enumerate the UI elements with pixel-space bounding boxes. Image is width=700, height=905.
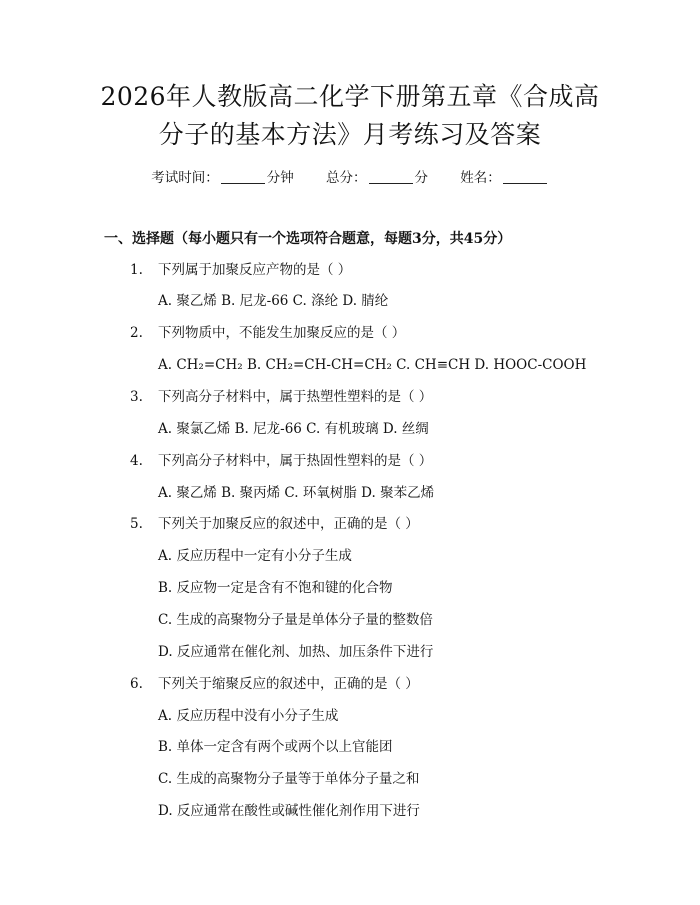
question-6-option-b: B. 单体一定含有两个或两个以上官能团 bbox=[158, 739, 393, 755]
exam-time-label: 考试时间： bbox=[151, 170, 219, 186]
question-number: 1. bbox=[130, 262, 143, 278]
question-5 bbox=[130, 514, 419, 534]
total-score-label: 总分： bbox=[326, 170, 367, 186]
question-stem: 下列物质中，不能发生加聚反应的是（ ） bbox=[158, 325, 406, 341]
question-2 bbox=[130, 323, 405, 343]
question-stem: 下列关于缩聚反应的叙述中，正确的是（ ） bbox=[158, 676, 419, 692]
student-name-blank bbox=[503, 169, 547, 184]
question-6-option-a: A. 反应历程中没有小分子生成 bbox=[158, 708, 339, 724]
question-4-options: A. 聚乙烯 B. 聚丙烯 C. 环氧树脂 D. 聚苯乙烯 bbox=[158, 485, 435, 501]
question-3 bbox=[130, 387, 432, 407]
title-line-1: 2026年人教版高二化学下册第五章《合成高 bbox=[100, 82, 600, 111]
question-1 bbox=[130, 260, 351, 280]
question-number: 4. bbox=[130, 453, 143, 469]
question-stem: 下列属于加聚反应产物的是（ ） bbox=[158, 262, 352, 278]
question-number: 5. bbox=[130, 516, 143, 532]
question-4 bbox=[130, 451, 432, 471]
question-2-options: A. CH₂=CH₂ B. CH₂=CH-CH=CH₂ C. CH≡CH D. HOOC-COOH bbox=[158, 357, 587, 373]
exam-time-unit: 分钟 bbox=[266, 170, 294, 186]
question-5-option-b: B. 反应物一定是含有不饱和键的化合物 bbox=[158, 580, 393, 596]
question-number: 3. bbox=[130, 389, 143, 405]
document-title bbox=[40, 78, 660, 154]
question-number: 2. bbox=[130, 325, 143, 341]
question-6-option-c: C. 生成的高聚物分子量等于单体分子量之和 bbox=[158, 771, 420, 787]
title-line-2: 分子的基本方法》月考练习及答案 bbox=[158, 120, 542, 149]
question-stem: 下列高分子材料中，属于热塑性塑料的是（ ） bbox=[158, 389, 433, 405]
total-score-blank bbox=[369, 169, 413, 184]
question-5-option-a: A. 反应历程中一定有小分子生成 bbox=[158, 548, 352, 564]
question-6 bbox=[130, 674, 419, 694]
student-name-field bbox=[460, 168, 549, 188]
question-1-options: A. 聚乙烯 B. 尼龙-66 C. 涤纶 D. 腈纶 bbox=[158, 293, 389, 309]
question-number: 6. bbox=[130, 676, 143, 692]
question-stem: 下列关于加聚反应的叙述中，正确的是（ ） bbox=[158, 516, 419, 532]
question-5-option-d: D. 反应通常在催化剂、加热、加压条件下进行 bbox=[158, 644, 434, 660]
exam-time-field bbox=[151, 168, 294, 188]
section-heading: 一、选择题（每小题只有一个选项符合题意，每题3分，共45分） bbox=[104, 231, 512, 247]
question-6-option-d: D. 反应通常在酸性或碱性催化剂作用下进行 bbox=[158, 803, 420, 819]
exam-time-blank bbox=[221, 169, 265, 184]
exam-info-line bbox=[0, 168, 700, 188]
question-stem: 下列高分子材料中，属于热固性塑料的是（ ） bbox=[158, 453, 433, 469]
question-5-option-c: C. 生成的高聚物分子量是单体分子量的整数倍 bbox=[158, 612, 433, 628]
total-score-unit: 分 bbox=[414, 170, 428, 186]
total-score-field bbox=[326, 168, 428, 188]
student-name-label: 姓名： bbox=[460, 170, 501, 186]
question-3-options: A. 聚氯乙烯 B. 尼龙-66 C. 有机玻璃 D. 丝绸 bbox=[158, 421, 429, 437]
